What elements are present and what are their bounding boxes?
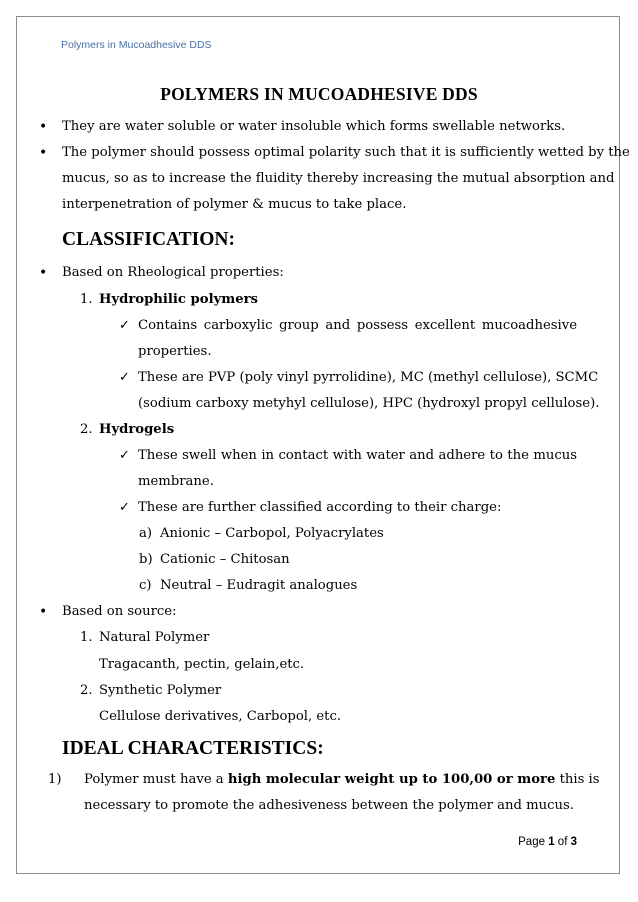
list-number: 1) xyxy=(48,772,62,787)
current-page: 1 xyxy=(548,836,555,848)
sub-item-anionic: Anionic – Carbopol, Polyacrylates xyxy=(160,526,384,541)
intro-bullet-2-line-1: The polymer should possess optimal polarity such that it is sufficiently wetted by the xyxy=(62,145,630,160)
page-word: Page xyxy=(518,836,545,848)
ideal-item-1-line-2: necessary to promote the adhesiveness between the polymer and mucus. xyxy=(84,798,574,813)
list-number: 2. xyxy=(80,683,93,698)
ideal-item-1-bold: high molecular weight up to 100,00 or more xyxy=(227,772,556,787)
hydrogels-point-2: These are further classified according to their charge: xyxy=(138,500,502,515)
ideal-item-1-post: this is xyxy=(559,772,600,787)
ideal-item-1-line-1 xyxy=(84,772,600,788)
ideal-item-1-pre: Polymer must have a xyxy=(84,772,224,787)
synthetic-polymer-detail: Cellulose derivatives, Carbopol, etc. xyxy=(99,709,342,724)
list-number: 1. xyxy=(80,630,93,645)
list-number: 1. xyxy=(80,292,93,307)
page-title: POLYMERS IN MUCOADHESIVE DDS xyxy=(160,84,478,104)
hydrophilic-point-2-line-1: These are PVP (poly vinyl pyrrolidine), MC (methyl cellulose), SCMC xyxy=(138,370,599,385)
intro-bullet-2-line-2: mucus, so as to increase the fluidity thereby increasing the mutual absorption and xyxy=(62,171,615,186)
list-number: 2. xyxy=(80,422,93,437)
ideal-characteristics-heading: IDEAL CHARACTERISTICS: xyxy=(62,738,324,759)
sub-item-neutral: Neutral – Eudragit analogues xyxy=(160,578,358,593)
checkmark-icon: ✓ xyxy=(119,500,130,515)
bullet-icon: • xyxy=(39,604,48,620)
checkmark-icon: ✓ xyxy=(119,318,130,333)
hydrogels-point-1-line-2: membrane. xyxy=(138,474,214,489)
sub-item-cationic: Cationic – Chitosan xyxy=(160,552,290,567)
running-header: Polymers in Mucoadhesive DDS xyxy=(61,39,212,51)
natural-polymer-title: Natural Polymer xyxy=(99,630,210,645)
sub-item-marker: c) xyxy=(139,578,152,593)
bullet-icon: • xyxy=(39,119,48,135)
sub-item-marker: a) xyxy=(139,526,153,541)
checkmark-icon: ✓ xyxy=(119,448,130,463)
hydrophilic-polymers-title: Hydrophilic polymers xyxy=(99,292,258,307)
page-number xyxy=(518,836,577,848)
total-pages: 3 xyxy=(570,836,577,848)
of-word: of xyxy=(557,836,568,848)
intro-bullet-1: They are water soluble or water insoluble which forms swellable networks. xyxy=(62,119,566,134)
hydrophilic-point-2-line-2: (sodium carboxy metyhyl cellulose), HPC (hydroxyl propyl cellulose). xyxy=(138,396,600,411)
hydrophilic-point-1-line-2: properties. xyxy=(138,344,212,359)
bullet-icon: • xyxy=(39,145,48,161)
hydrogels-point-1-line-1: These swell when in contact with water and adhere to the mucus xyxy=(138,448,577,463)
hydrophilic-point-1-line-1: Contains carboxylic group and possess excellent mucoadhesive xyxy=(138,318,577,333)
natural-polymer-detail: Tragacanth, pectin, gelain,etc. xyxy=(99,657,305,672)
checkmark-icon: ✓ xyxy=(119,370,130,385)
hydrogels-title: Hydrogels xyxy=(99,422,175,437)
rheological-label: Based on Rheological properties: xyxy=(62,265,284,280)
classification-heading: CLASSIFICATION: xyxy=(62,229,236,250)
bullet-icon: • xyxy=(39,265,48,281)
intro-bullet-2-line-3: interpenetration of polymer & mucus to take place. xyxy=(62,197,407,212)
synthetic-polymer-title: Synthetic Polymer xyxy=(99,683,222,698)
sub-item-marker: b) xyxy=(139,552,153,567)
source-label: Based on source: xyxy=(62,604,177,619)
